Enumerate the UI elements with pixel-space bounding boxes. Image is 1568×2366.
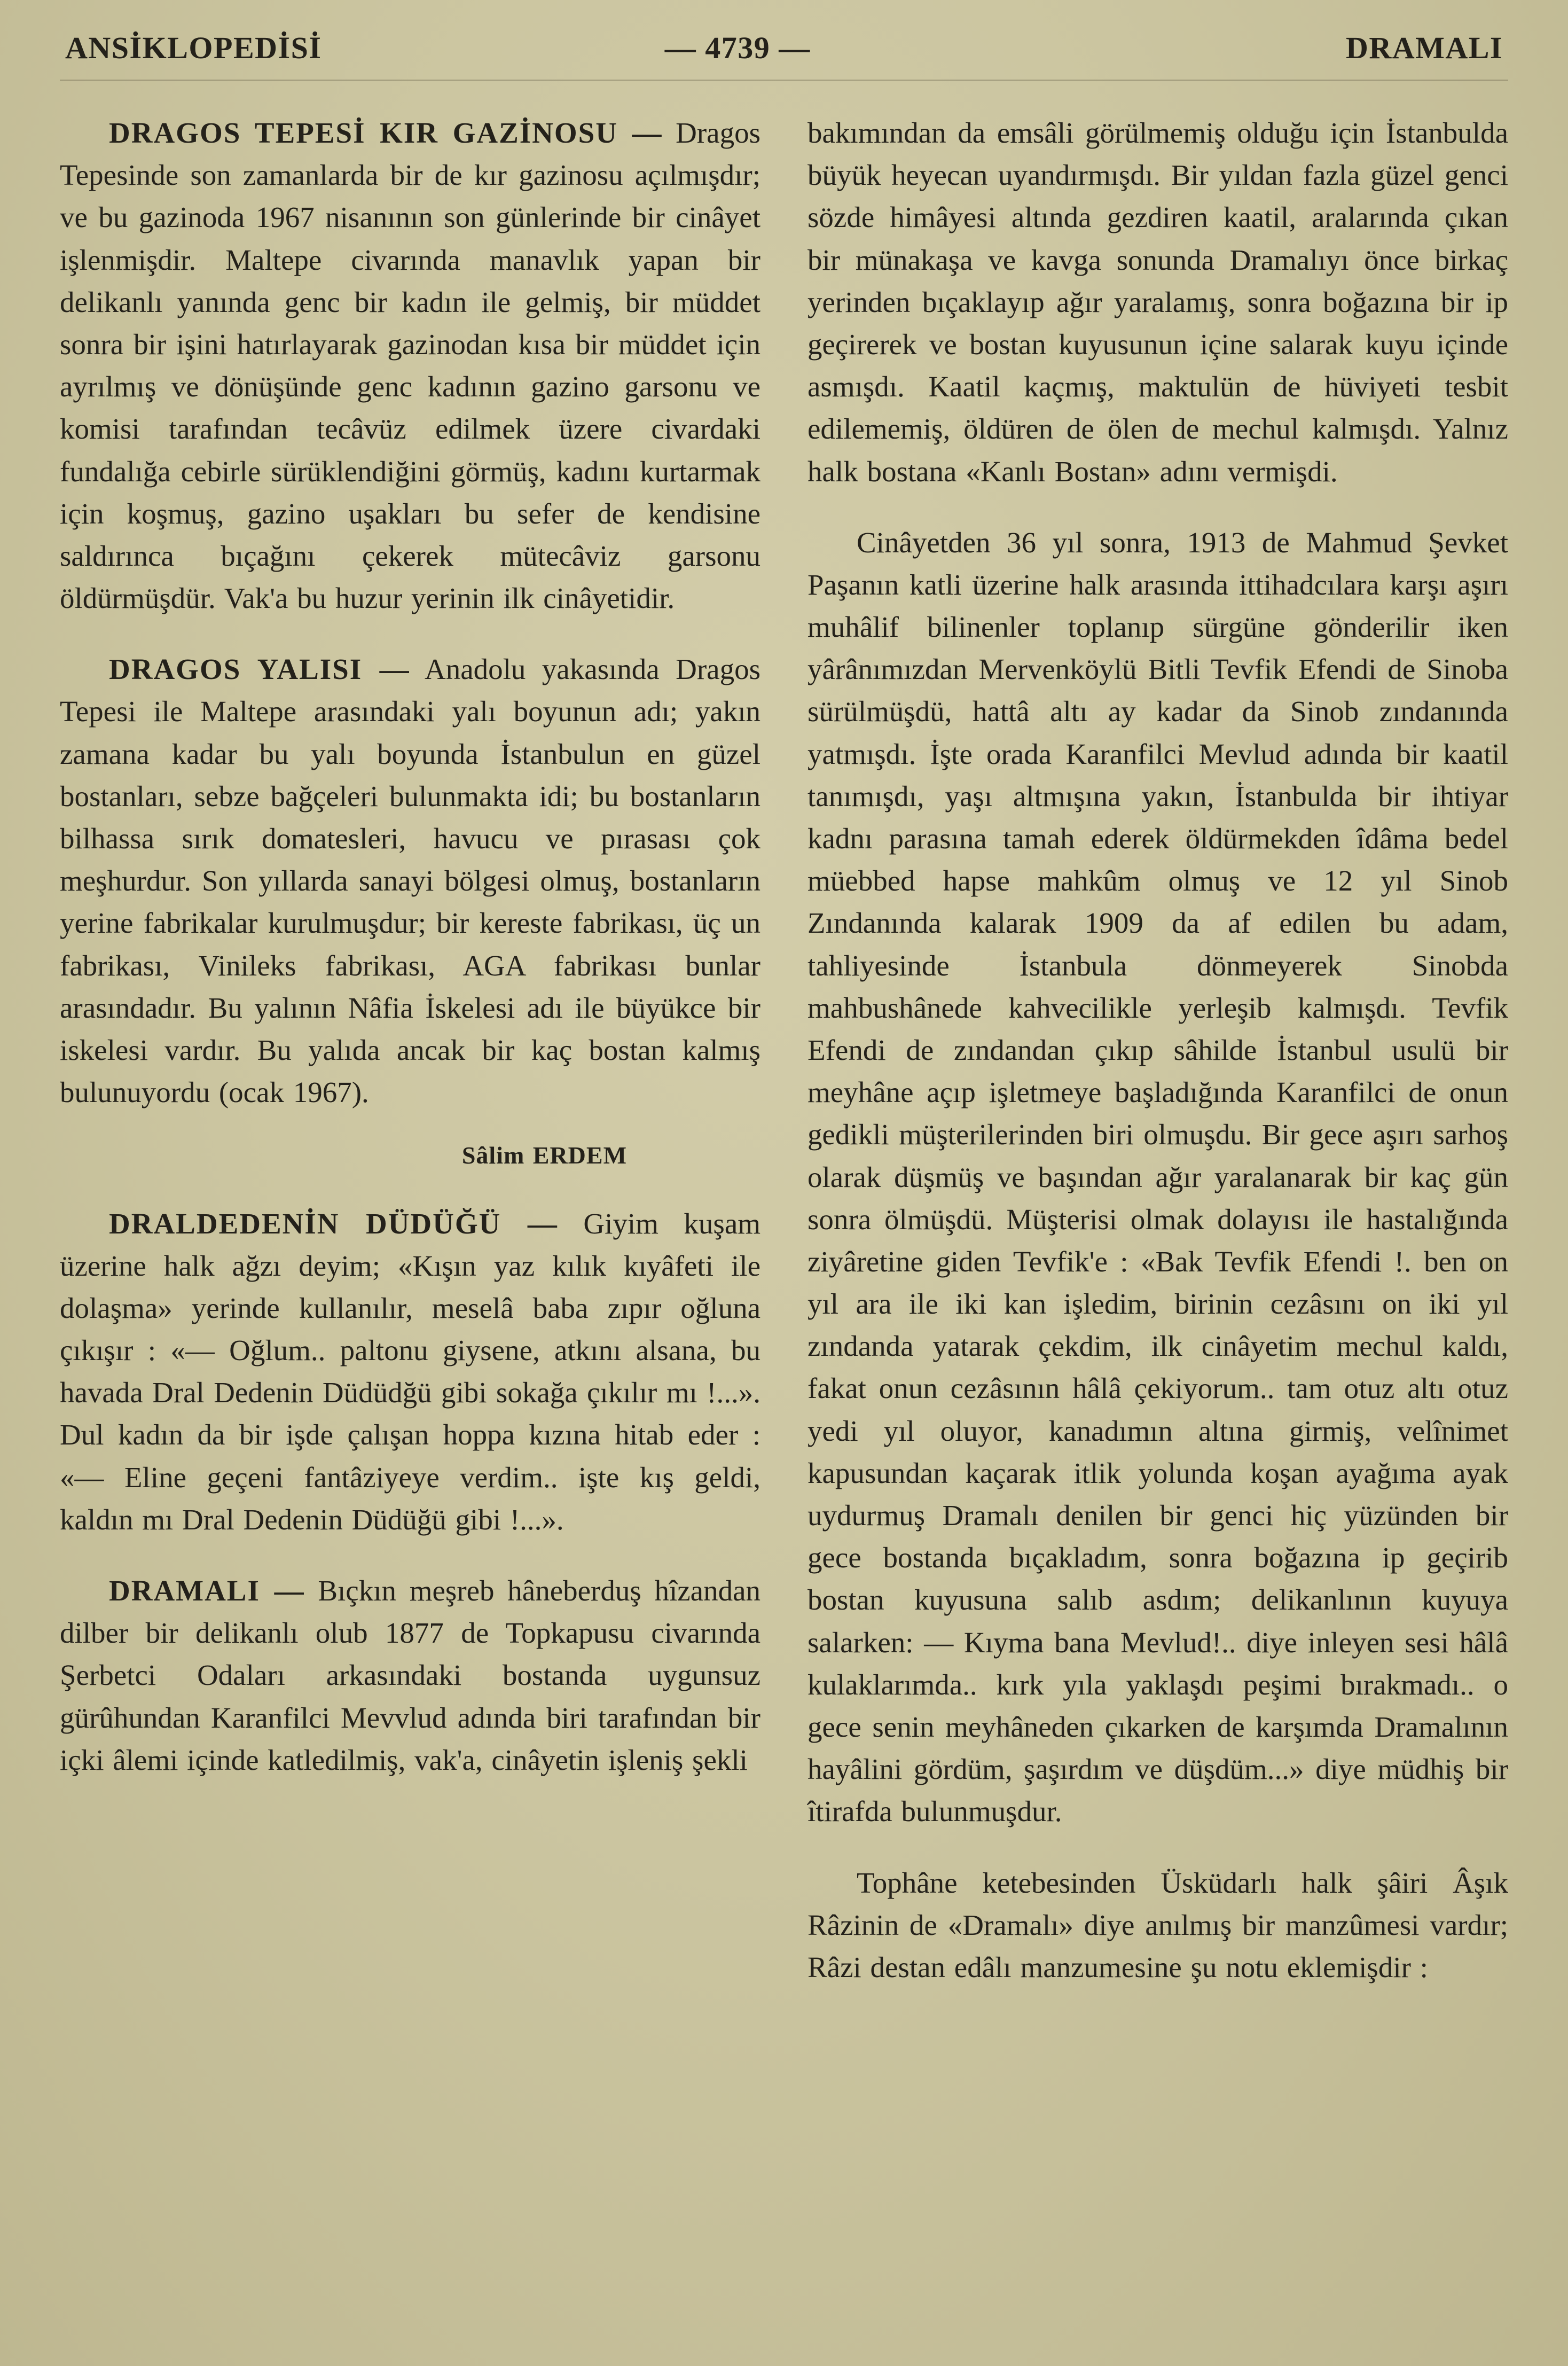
paragraph-text: Tophâne ketebesinden Üsküdarlı halk şâiri Âşık Râzinin de «Dramalı» diye anılmış bir manzûmesi vardır; Râzi destan edâlı manzumesine şu notu eklemişdir : xyxy=(807,1866,1508,1984)
header-left-title: ANSİKLOPEDİSİ xyxy=(65,30,322,65)
entry-draldedenin-dudugu xyxy=(60,1202,761,1541)
entry-term: DRAGOS TEPESİ KIR GAZİNOSU — xyxy=(109,116,663,149)
entry-text: Anadolu yakasında Dragos Tepesi ile Maltepe arasındaki yalı boyunun adı; yakın zamana kadar bu yalı boyunda İstanbulun en güzel bostanları, sebze bağçeleri bulunmakta idi; bu bostanların bilhassa sırık domatesleri, havucu ve pırasası çok meşhurdur. Son yıllarda sanayi bölgesi olmuş, bostanların yerine fabrikalar kurulmuşdur; bir kereste fabrikası, üç un fabrikası, Vinileks fabrikası, AGA fabrikası bunlar arasındadır. Bu yalının Nâfia İskelesi adı ile büyükce bir iskelesi vardır. Bu yalıda ancak bir kaç bostan kalmış bulunuyordu (ocak 1967). xyxy=(60,653,761,1109)
author-byline: Sâlim ERDEM xyxy=(461,1142,627,1169)
entry-text: Giyim kuşam üzerine halk ağzı deyim; «Kışın yaz kılık kıyâfeti ile dolaşma» yerinde kullanılır, meselâ baba zıpır oğluna çıkışır : «— Oğlum.. paltonu giysene, atkını alsana, bu havada Dral Dedenin Düdüdğü gibi sokağa çıkılır mı !...». Dul kadın da bir işde çalışan hoppa kızına hitab eder : «— Eline geçeni fantâziyeye verdim.. işte kış geldi, kaldın mı Dral Dedenin Düdüğü gibi !...». xyxy=(60,1207,761,1536)
entry-term: DRALDEDENİN DÜDÜĞÜ — xyxy=(109,1207,558,1240)
entry-dramali xyxy=(60,1569,761,1781)
paragraph-text: Cinâyetden 36 yıl sonra, 1913 de Mahmud Şevket Paşanın katli üzerine halk arasında ittihadcılara karşı aşırı muhâlif bilinenler toplanıp sürgüne gönderilir iken yârânımızdan Mervenköylü Bitli Tevfik Efendi de Sinoba sürülmüşdü, hattâ altı ay kadar da Sinob zındanında yatmışdı. İşte orada Karanfilci Mevlud adında bir kaatil tanımışdı, yaşı altmışına yakın, İstanbulda bir ihtiyar kadnı parasına tamah ederek öldürmekden îdâma bedel müebbed hapse mahkûm olmuş ve 12 yıl Sinob Zındanında kalarak 1909 da af edilen bu adam, tahliyesinde İstanbula dönmeyerek Sinobda mahbushânede kahvecilikle yerleşib kalmışdı. Tevfik Efendi de zındandan çıkıp sâhilde İstanbul usulü bir meyhâne açıp işletmeye başladığında Karanfilci de onun gedikli müşterilerinden biri olmuşdu. Bir gece aşırı sarhoş olarak düşmüş ve başından ağır yaralanarak bir kaç gün sonra ölmüşdü. Müşterisi olmak dolayısı ile hastalığında ziyâretine giden Tevfik'e : «Bak Tevfik Efendi !. ben on yıl ara ile iki kan işledim, birinin cezâsını on iki yıl zındanda yatarak çekdim, ilk cinâyetim mechul kaldı, fakat onun cezâsının hâlâ çekiyorum.. tam otuz altı otuz yedi yıl oluyor, kanadımın altına girmiş, velînimet kapusundan kaçarak itlik yolunda koşan ayağıma ayak uydurmuş Dramalı denilen bir genci hiç yüzünden bir gece bostanda bıçakladım, sonra boğazına ip geçirib bostan kuyusuna salıb asdım; delikanlının kuyuya salarken: — Kıyma bana Mevlud!.. diye inleyen sesi hâlâ kulaklarımda.. kırk yıla yaklaşdı peşimi bırakmadı.. o gece senin meyhâneden çıkarken de karşımda Dramalının hayâlini gördüm, şaşırdım ve düşdüm...» diye müdhiş bir îtirafda bulunmuşdur. xyxy=(807,526,1508,1828)
right-column xyxy=(807,112,1508,1988)
paragraph-text: bakımından da emsâli görülmemiş olduğu için İstanbulda büyük heyecan uyandırmışdı. Bir yıldan fazla güzel genci sözde himâyesi altında gezdiren kaatil, aralarında çıkan bir münakaşa ve kavga sonunda Dramalıyı önce birkaç yerinden bıçaklayıp ağır yaralamış, sonra boğazına bir ip geçirerek ve bostan kuyusunun içine salarak kuyu içinde asmışdı. Kaatil kaçmış, maktulün de hüviyeti tesbit edilememiş, öldüren de ölen de mechul kalmışdı. Yalnız halk bostana «Kanlı Bostan» adını vermişdi. xyxy=(807,116,1508,488)
entry-dragos-yalisi xyxy=(60,648,761,1113)
entry-text: Bıçkın meşreb hâneberduş hîzandan dilber bir delikanlı olub 1877 de Topkapusu civarında Şerbetci Odaları arkasındaki bostanda uygunsuz gürûhundan Karanfilci Mevvlud adında biri tarafından bir içki âlemi içinde katledilmiş, vak'a, cinâyetin işleniş şekli xyxy=(60,1574,761,1776)
entry-term: DRAGOS YALISI — xyxy=(109,653,410,686)
entry-term: DRAMALI — xyxy=(109,1574,305,1607)
page-number: — 4739 — xyxy=(664,30,811,65)
paragraph-cinayetden xyxy=(807,521,1508,1833)
text-columns xyxy=(60,112,1508,1988)
entry-dragos-tepesi-kir-gazinosu xyxy=(60,112,761,619)
header-right-title: DRAMALI xyxy=(1345,30,1503,65)
entry-text: Dragos Tepesinde son zamanlarda bir de kır gazinosu açılmışdır; ve bu gazinoda 1967 nisanının son günlerinde bir cinâyet işlenmişdir. Maltepe civarında manavlık yapan bir delikanlı yanında genc bir kadın ile gelmiş, bir müddet sonra bir işini hatırlayarak gazinodan kısa bir müddet için ayrılmış ve dönüşünde genc kadının gazino garsonu ve komisi tarafından tecâvüz edilmek üzere civardaki fundalığa cebirle sürüklendiğini görmüş, kadını kurtarmak için koşmuş, gazino uşakları bu sefer de kendisine saldırınca bıçağını çekerek mütecâviz garsonu öldürmüşdür. Vak'a bu huzur yerinin ilk cinâyetidir. xyxy=(60,116,761,615)
paragraph-tophane xyxy=(807,1862,1508,1989)
paragraph-continuation xyxy=(807,112,1508,493)
left-column xyxy=(60,112,761,1988)
running-head xyxy=(60,30,1508,81)
